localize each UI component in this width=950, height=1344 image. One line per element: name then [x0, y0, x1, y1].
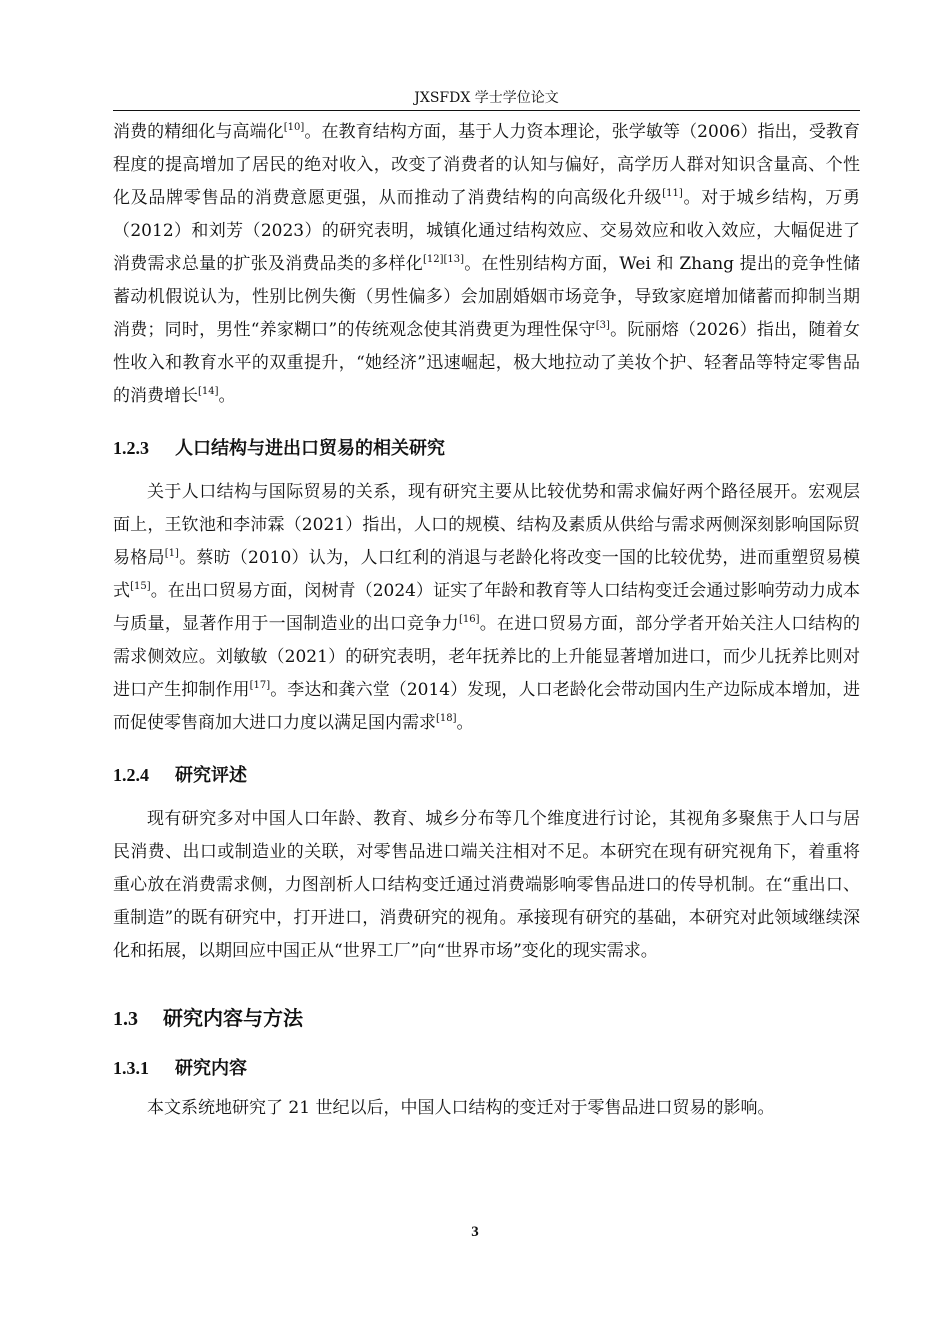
- section-number: 1.3.1: [113, 1058, 149, 1078]
- section-number: 1.3: [113, 1008, 138, 1030]
- section-number: 1.2.4: [113, 765, 149, 785]
- page-header: [113, 88, 860, 111]
- citation: [11]: [662, 188, 683, 199]
- citation: [1]: [164, 548, 179, 559]
- section-heading-1-2-3: [113, 435, 860, 462]
- citation: [14]: [198, 386, 219, 397]
- header-title: JXSFDX 学士学位论文: [414, 90, 559, 106]
- section-number: 1.2.3: [113, 438, 149, 458]
- paragraph-consumption-structure: 消费的精细化与高端化[10]。在教育结构方面，基于人力资本理论，张学敏等（2006）指出，受教育程度的提高增加了居民的绝对收入，改变了消费者的认知与偏好，高学历人群对知识含量高、个性化及品牌零售品的消费意愿更强，从而推动了消费结构的向高级化升级[11]。对于城乡结构，万勇（2012）和刘芳（2023）的研究表明，城镇化通过结构效应、交易效应和收入效应，大幅促进了消费需求总量的扩张及消费品类的多样化[12][13]。在性别结构方面，Wei 和 Zhang 提出的竞争性储蓄动机假说认为，性别比例失衡（男性偏多）会加剧婚姻市场竞争，导致家庭增加储蓄而抑制当期消费；同时，男性“养家糊口”的传统观念使其消费更为理性保守[3]。阮丽熔（2026）指出，随着女性收入和教育水平的双重提升，“她经济”迅速崛起，极大地拉动了美妆个护、轻奢品等特定零售品的消费增长[14]。: [113, 122, 860, 406]
- paragraph-review: 现有研究多对中国人口年龄、教育、城乡分布等几个维度进行讨论，其视角多聚焦于人口与居民消费、出口或制造业的关联，对零售品进口端关注相对不足。本研究在现有研究视角下，着重将重心放在消费需求侧，力图剖析人口结构变迁通过消费端影响零售品进口的传导机制。在“重出口、重制造”的既有研究中，打开进口，消费研究的视角。承接现有研究的基础，本研究对此领域继续深化和拓展，以期回应中国正从“世界工厂”向“世界市场”变化的现实需求。: [113, 809, 860, 961]
- citation: [15]: [130, 581, 151, 592]
- section-heading-1-3-1: [113, 1055, 860, 1082]
- section-title: 人口结构与进出口贸易的相关研究: [175, 438, 445, 459]
- citation: [16]: [458, 614, 480, 625]
- section-title: 研究内容: [175, 1058, 247, 1079]
- section-heading-1-2-4: [113, 762, 860, 789]
- citation: [12][13]: [422, 254, 465, 265]
- paragraph-trade-research: 关于人口结构与国际贸易的关系，现有研究主要从比较优势和需求偏好两个路径展开。宏观层面上，王钦池和李沛霖（2021）指出，人口的规模、结构及素质从供给与需求两侧深刻影响国际贸易格局[1]。蔡昉（2010）认为，人口红利的消退与老龄化将改变一国的比较优势，进而重塑贸易模式[15]。在出口贸易方面，闵树青（2024）证实了年龄和教育等人口结构变迁会通过影响劳动力成本与质量，显著作用于一国制造业的出口竞争力[16]。在进口贸易方面，部分学者开始关注人口结构的需求侧效应。刘敏敏（2021）的研究表明，老年抚养比的上升能显著增加进口，而少儿抚养比则对进口产生抑制作用[17]。李达和龚六堂（2014）发现，人口老龄化会带动国内生产边际成本增加，进而促使零售商加大进口力度以满足国内需求[18]。: [113, 482, 860, 733]
- page-body: [113, 116, 860, 1125]
- citation: [3]: [595, 320, 610, 331]
- section-title: 研究评述: [175, 765, 247, 786]
- citation: [10]: [283, 122, 305, 133]
- section-title: 研究内容与方法: [163, 1006, 303, 1030]
- citation: [18]: [436, 713, 457, 724]
- section-heading-1-3: [113, 1004, 860, 1033]
- citation: [17]: [249, 680, 271, 691]
- page-number: 3: [471, 1224, 479, 1240]
- paragraph-research-content: 本文系统地研究了 21 世纪以后，中国人口结构的变迁对于零售品进口贸易的影响。: [147, 1098, 775, 1118]
